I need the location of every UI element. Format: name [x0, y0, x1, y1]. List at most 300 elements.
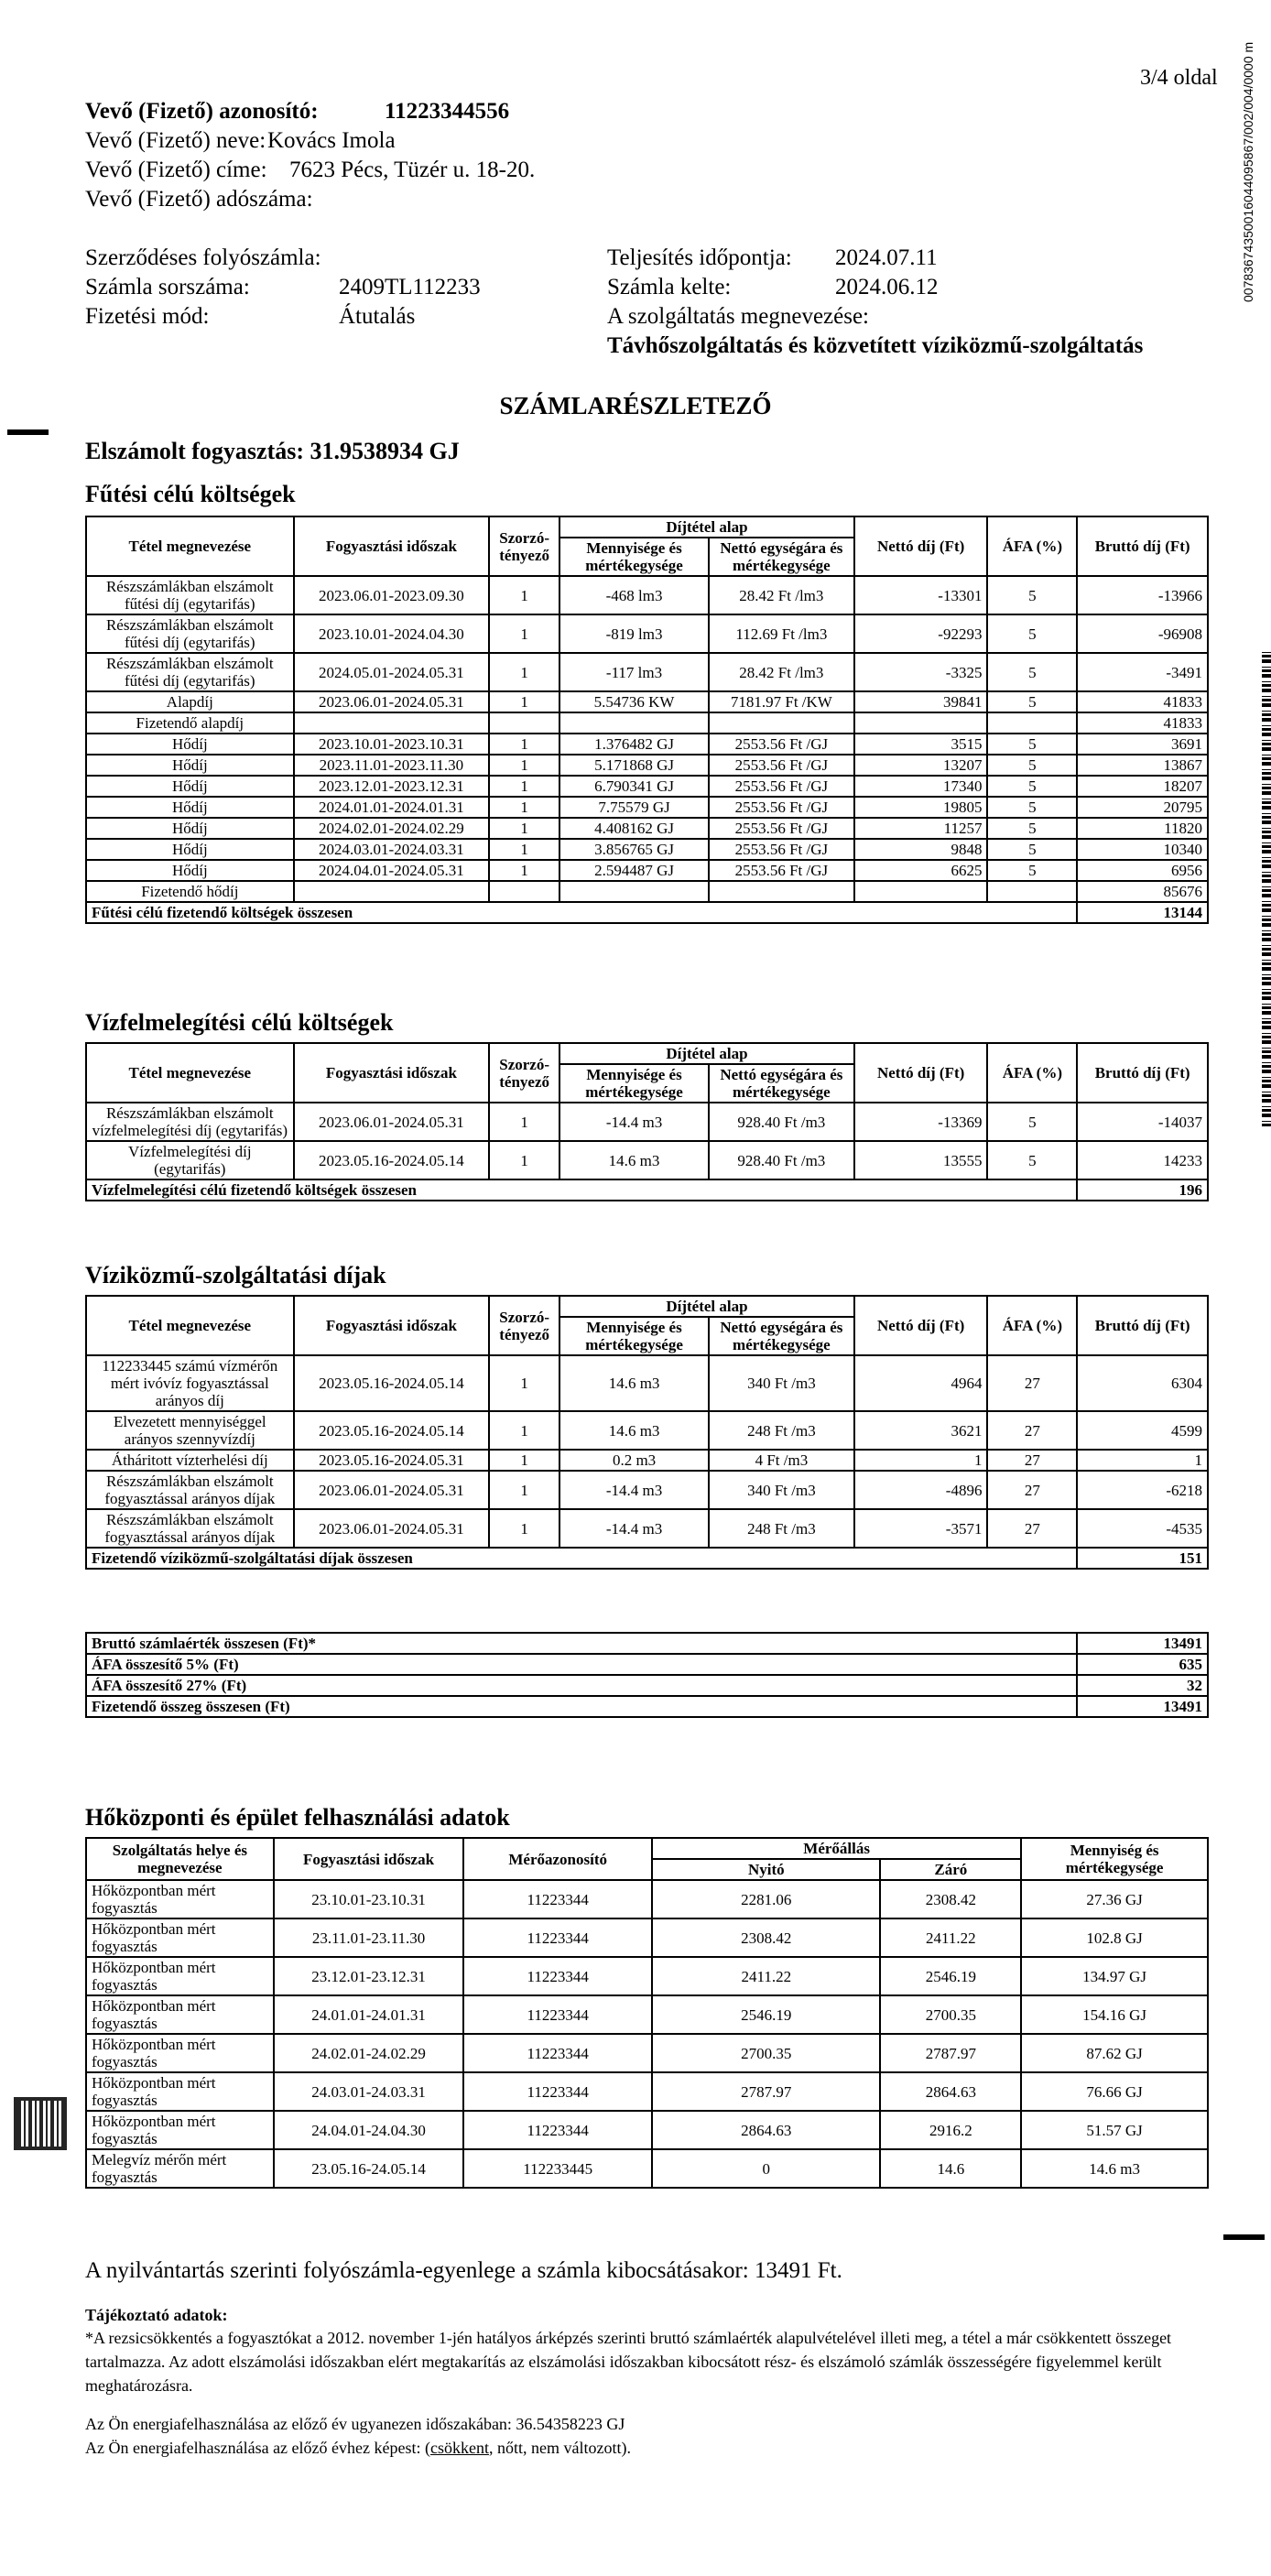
unit-price: 28.42 Ft /lm3 [709, 653, 854, 691]
quantity: 154.16 GJ [1021, 1995, 1208, 2034]
heating-section-title: Fűtési célú költségek [85, 481, 296, 507]
multiplier: 1 [489, 818, 559, 839]
reading-open: 2787.97 [652, 2072, 880, 2111]
quantity: 5.171868 GJ [559, 755, 709, 776]
multiplier: 1 [489, 734, 559, 755]
vat-rate: 27 [987, 1471, 1077, 1509]
unit-price: 2553.56 Ft /GJ [709, 755, 854, 776]
quantity: -14.4 m3 [559, 1509, 709, 1548]
col-base: Díjtétel alap [559, 1043, 854, 1064]
quantity: 87.62 GJ [1021, 2034, 1208, 2072]
col-qty: Mennyisége és mértékegysége [559, 1317, 709, 1355]
item-name: Alapdíj [86, 691, 294, 712]
unit-price: 2553.56 Ft /GJ [709, 734, 854, 755]
meter-id: 11223344 [463, 1918, 652, 1957]
payment-method: Átutalás [339, 304, 416, 329]
vat-rate: 5 [987, 776, 1077, 797]
multiplier: 1 [489, 797, 559, 818]
meter-id: 11223344 [463, 2034, 652, 2072]
multiplier: 1 [489, 691, 559, 712]
net-amount: 39841 [854, 691, 988, 712]
account-balance: A nyilvántartás szerinti folyószámla-egyenlege a számla kibocsátásakor: 13491 Ft. [85, 2258, 842, 2283]
period [294, 881, 490, 902]
period: 2023.10.01-2024.04.30 [294, 614, 490, 653]
table-row [86, 1471, 1208, 1509]
net-amount: 13555 [854, 1141, 988, 1179]
meter-id: 11223344 [463, 2111, 652, 2149]
service-label: A szolgáltatás megnevezése: [607, 304, 869, 329]
buyer-name-label: Vevő (Fizető) neve: [85, 128, 266, 153]
net-amount: 17340 [854, 776, 988, 797]
period: 2023.06.01-2023.09.30 [294, 576, 490, 614]
vat-rate [987, 712, 1077, 734]
col-qty: Mennyiség és mértékegysége [1021, 1838, 1208, 1880]
total-value: 151 [1077, 1548, 1208, 1569]
table-row [86, 2072, 1208, 2111]
item-name: Hődíj [86, 797, 294, 818]
unit-price: 248 Ft /m3 [709, 1509, 854, 1548]
vat-rate [987, 881, 1077, 902]
water-heating-section-title: Vízfelmelegítési célú költségek [85, 1009, 394, 1036]
multiplier: 1 [489, 776, 559, 797]
quantity: 102.8 GJ [1021, 1918, 1208, 1957]
page-number: 3/4 oldal [1140, 66, 1218, 90]
net-amount: -4896 [854, 1471, 988, 1509]
reading-open: 0 [652, 2149, 880, 2188]
table-row [86, 1411, 1208, 1450]
meter-id: 112233445 [463, 2149, 652, 2188]
period: 2023.12.01-2023.12.31 [294, 776, 490, 797]
total-value: 196 [1077, 1179, 1208, 1201]
reading-open: 2700.35 [652, 2034, 880, 2072]
item-name: Fizetendő alapdíj [86, 712, 294, 734]
quantity: 14.6 m3 [559, 1411, 709, 1450]
summary-value: 32 [1077, 1675, 1208, 1696]
net-amount: 3621 [854, 1411, 988, 1450]
gross-amount: 6304 [1077, 1355, 1208, 1411]
service-place: Hőközpontban mért fogyasztás [86, 1957, 274, 1995]
total-label: Vízfelmelegítési célú fizetendő költségek összesen [86, 1179, 1077, 1201]
item-name: Hődíj [86, 734, 294, 755]
service-place: Hőközpontban mért fogyasztás [86, 2111, 274, 2149]
buyer-tax-label: Vevő (Fizető) adószáma: [85, 187, 313, 212]
net-amount: -3571 [854, 1509, 988, 1548]
col-reading: Mérőállás [652, 1838, 1021, 1859]
multiplier [489, 712, 559, 734]
gross-amount: -6218 [1077, 1471, 1208, 1509]
summary-value: 13491 [1077, 1633, 1208, 1654]
table-row [86, 2111, 1208, 2149]
multiplier: 1 [489, 1509, 559, 1548]
summary-value: 13491 [1077, 1696, 1208, 1717]
reading-open: 2546.19 [652, 1995, 880, 2034]
period: 2023.06.01-2024.05.31 [294, 1471, 490, 1509]
net-amount: -13301 [854, 576, 988, 614]
service-name: Távhőszolgáltatás és közvetített víziközmű-szolgáltatás [607, 333, 1144, 358]
energy-previous-year: Az Ön energiafelhasználása az előző év ugyanezen időszakában: 36.54358223 GJ [85, 2415, 625, 2433]
table-row [86, 712, 1208, 734]
meter-id: 11223344 [463, 2072, 652, 2111]
vat-rate: 5 [987, 1103, 1077, 1141]
col-qty: Mennyisége és mértékegysége [559, 1064, 709, 1103]
service-place: Melegvíz mérőn mért fogyasztás [86, 2149, 274, 2188]
table-row [86, 691, 1208, 712]
multiplier: 1 [489, 1103, 559, 1141]
col-close: Záró [880, 1859, 1021, 1880]
table-row [86, 1355, 1208, 1411]
gross-amount: 3691 [1077, 734, 1208, 755]
registration-mark [7, 429, 49, 435]
quantity: 134.97 GJ [1021, 1957, 1208, 1995]
period: 2024.01.01-2024.01.31 [294, 797, 490, 818]
col-unit-price: Nettó egységára és mértékegysége [709, 1317, 854, 1355]
unit-price: 2553.56 Ft /GJ [709, 797, 854, 818]
col-item: Tétel megnevezése [86, 516, 294, 576]
period: 23.11.01-23.11.30 [274, 1918, 464, 1957]
col-item: Tétel megnevezése [86, 1296, 294, 1355]
col-net: Nettó díj (Ft) [854, 1296, 988, 1355]
total-label: Fűtési célú fizetendő költségek összesen [86, 902, 1077, 923]
energy-comparison-prefix: Az Ön energiafelhasználása az előző évhez képest: ( [85, 2439, 430, 2457]
vat-rate: 5 [987, 839, 1077, 860]
reading-close: 2700.35 [880, 1995, 1021, 2034]
item-name: Hődíj [86, 860, 294, 881]
usage-section-title: Hőközponti és épület felhasználási adatok [85, 1804, 510, 1831]
reading-close: 14.6 [880, 2149, 1021, 2188]
multiplier: 1 [489, 755, 559, 776]
quantity: 5.54736 KW [559, 691, 709, 712]
table-row [86, 1450, 1208, 1471]
unit-price: 4 Ft /m3 [709, 1450, 854, 1471]
multiplier: 1 [489, 1355, 559, 1411]
gross-amount: -4535 [1077, 1509, 1208, 1548]
period: 2024.02.01-2024.02.29 [294, 818, 490, 839]
col-net: Nettó díj (Ft) [854, 1043, 988, 1103]
table-row [86, 776, 1208, 797]
table-row [86, 860, 1208, 881]
quantity: 0.2 m3 [559, 1450, 709, 1471]
vat-rate: 27 [987, 1411, 1077, 1450]
table-row [86, 1995, 1208, 2034]
gross-amount: 4599 [1077, 1411, 1208, 1450]
registration-mark [1223, 2234, 1265, 2240]
notes-title: Tájékoztató adatok: [85, 2306, 228, 2324]
period: 2023.05.16-2024.05.14 [294, 1141, 490, 1179]
period: 23.12.01-23.12.31 [274, 1957, 464, 1995]
gross-amount: -13966 [1077, 576, 1208, 614]
energy-comparison-suffix: , nőtt, nem változott). [488, 2439, 631, 2457]
reading-close: 2411.22 [880, 1918, 1021, 1957]
col-open: Nyitó [652, 1859, 880, 1880]
gross-amount: 41833 [1077, 691, 1208, 712]
vat-rate: 5 [987, 1141, 1077, 1179]
gross-amount: -96908 [1077, 614, 1208, 653]
gross-amount: 20795 [1077, 797, 1208, 818]
col-unit-price: Nettó egységára és mértékegysége [709, 1064, 854, 1103]
multiplier: 1 [489, 1471, 559, 1509]
vat-rate: 27 [987, 1509, 1077, 1548]
service-place: Hőközpontban mért fogyasztás [86, 1995, 274, 2034]
item-name: Hődíj [86, 776, 294, 797]
unit-price: 2553.56 Ft /GJ [709, 776, 854, 797]
reading-close: 2916.2 [880, 2111, 1021, 2149]
service-place: Hőközpontban mért fogyasztás [86, 1918, 274, 1957]
side-code: 00783674350016044095867/002/004/0000 m [1241, 41, 1255, 302]
quantity [559, 712, 709, 734]
summary-row [86, 1696, 1208, 1717]
period: 2023.05.16-2024.05.31 [294, 1450, 490, 1471]
quantity: 6.790341 GJ [559, 776, 709, 797]
col-gross: Bruttó díj (Ft) [1077, 1043, 1208, 1103]
unit-price [709, 712, 854, 734]
quantity: 14.6 m3 [559, 1355, 709, 1411]
net-amount: 13207 [854, 755, 988, 776]
vat-rate: 27 [987, 1450, 1077, 1471]
period: 24.02.01-24.02.29 [274, 2034, 464, 2072]
reading-open: 2411.22 [652, 1957, 880, 1995]
table-row [86, 797, 1208, 818]
col-multiplier: Szorzó-tényező [489, 516, 559, 576]
performance-date: 2024.07.11 [835, 245, 938, 270]
energy-comparison-selected: csökkent [429, 2439, 489, 2457]
col-qty: Mennyisége és mértékegysége [559, 538, 709, 576]
buyer-address: 7623 Pécs, Tüzér u. 18-20. [289, 158, 536, 182]
multiplier: 1 [489, 860, 559, 881]
table-row [86, 614, 1208, 653]
notes-text: *A rezsicsökkentés a fogyasztókat a 2012. november 1-jén hatályos árképzés szerinti bruttó számlaérték alapulvételével illeti meg, a tétel a már csökkentett összeget tartalmazza. Az adott elszámolási időszakban elért megtakarítás az elszámolási időszakban kibocsátott rész- és elszámoló számlák összességére figyelemmel került meghatározásra. [85, 2329, 1172, 2395]
multiplier: 1 [489, 653, 559, 691]
total-value: 13144 [1077, 902, 1208, 923]
period: 2024.03.01-2024.03.31 [294, 839, 490, 860]
net-amount: -92293 [854, 614, 988, 653]
quantity: 51.57 GJ [1021, 2111, 1208, 2149]
net-amount [854, 712, 988, 734]
unit-price: 340 Ft /m3 [709, 1355, 854, 1411]
quantity: 3.856765 GJ [559, 839, 709, 860]
unit-price: 112.69 Ft /lm3 [709, 614, 854, 653]
net-amount: 6625 [854, 860, 988, 881]
reading-close: 2546.19 [880, 1957, 1021, 1995]
multiplier: 1 [489, 1411, 559, 1450]
period: 23.10.01-23.10.31 [274, 1880, 464, 1918]
item-name: Hődíj [86, 818, 294, 839]
multiplier: 1 [489, 1450, 559, 1471]
period: 2023.11.01-2023.11.30 [294, 755, 490, 776]
summary-label: Fizetendő összeg összesen (Ft) [86, 1696, 1077, 1717]
item-name: Átháritott vízterhelési díj [86, 1450, 294, 1471]
vat-rate: 5 [987, 818, 1077, 839]
gross-amount: 1 [1077, 1450, 1208, 1471]
item-name: Részszámlákban elszámolt fogyasztással arányos díjak [86, 1509, 294, 1548]
unit-price [709, 881, 854, 902]
period: 2023.05.16-2024.05.14 [294, 1355, 490, 1411]
col-meter: Mérőazonosító [463, 1838, 652, 1880]
col-net: Nettó díj (Ft) [854, 516, 988, 576]
period: 2023.06.01-2024.05.31 [294, 1509, 490, 1548]
issue-date: 2024.06.12 [835, 275, 939, 299]
table-total-row [86, 1179, 1208, 1201]
table-row [86, 734, 1208, 755]
col-vat: ÁFA (%) [987, 1043, 1077, 1103]
vat-rate: 5 [987, 614, 1077, 653]
account-label: Szerződéses folyószámla: [85, 245, 321, 270]
reading-open: 2281.06 [652, 1880, 880, 1918]
period: 2023.10.01-2023.10.31 [294, 734, 490, 755]
table-row [86, 1103, 1208, 1141]
gross-amount: 13867 [1077, 755, 1208, 776]
summary-label: ÁFA összesítő 27% (Ft) [86, 1675, 1077, 1696]
gross-amount: -14037 [1077, 1103, 1208, 1141]
item-name: Részszámlákban elszámolt fűtési díj (egytarifás) [86, 614, 294, 653]
unit-price: 248 Ft /m3 [709, 1411, 854, 1450]
col-period: Fogyasztási időszak [294, 1043, 490, 1103]
table-total-row [86, 1548, 1208, 1569]
buyer-name: Kovács Imola [267, 128, 396, 153]
period: 24.01.01-24.01.31 [274, 1995, 464, 2034]
unit-price: 340 Ft /m3 [709, 1471, 854, 1509]
reading-open: 2864.63 [652, 2111, 880, 2149]
buyer-address-label: Vevő (Fizető) címe: [85, 158, 267, 182]
summary-value: 635 [1077, 1654, 1208, 1675]
net-amount: 3515 [854, 734, 988, 755]
reading-close: 2308.42 [880, 1880, 1021, 1918]
net-amount: 11257 [854, 818, 988, 839]
vat-rate: 5 [987, 653, 1077, 691]
table-row [86, 2034, 1208, 2072]
col-period: Fogyasztási időszak [274, 1838, 464, 1880]
summary-label: ÁFA összesítő 5% (Ft) [86, 1654, 1077, 1675]
reading-open: 2308.42 [652, 1918, 880, 1957]
table-row [86, 1957, 1208, 1995]
col-item: Tétel megnevezése [86, 1043, 294, 1103]
heating-table [85, 516, 1209, 924]
gross-amount: -3491 [1077, 653, 1208, 691]
item-name: Hődíj [86, 839, 294, 860]
quantity: 2.594487 GJ [559, 860, 709, 881]
period: 24.03.01-24.03.31 [274, 2072, 464, 2111]
table-row [86, 1141, 1208, 1179]
gross-amount: 41833 [1077, 712, 1208, 734]
col-gross: Bruttó díj (Ft) [1077, 1296, 1208, 1355]
quantity: -14.4 m3 [559, 1103, 709, 1141]
period: 2024.05.01-2024.05.31 [294, 653, 490, 691]
net-amount: -3325 [854, 653, 988, 691]
net-amount: 19805 [854, 797, 988, 818]
water-heating-table [85, 1042, 1209, 1201]
performance-date-label: Teljesítés időpontja: [607, 245, 792, 270]
unit-price: 2553.56 Ft /GJ [709, 818, 854, 839]
period: 2023.06.01-2024.05.31 [294, 1103, 490, 1141]
table-row [86, 881, 1208, 902]
item-name: Vízfelmelegítési díj (egytarifás) [86, 1141, 294, 1179]
buyer-id: 11223344556 [385, 99, 510, 124]
col-place: Szolgáltatás helye és megnevezése [86, 1838, 274, 1880]
gross-amount: 11820 [1077, 818, 1208, 839]
table-row [86, 1880, 1208, 1918]
quantity: 4.408162 GJ [559, 818, 709, 839]
quantity: -117 lm3 [559, 653, 709, 691]
summary-row [86, 1633, 1208, 1654]
gross-amount: 6956 [1077, 860, 1208, 881]
service-place: Hőközpontban mért fogyasztás [86, 1880, 274, 1918]
col-multiplier: Szorzó-tényező [489, 1043, 559, 1103]
quantity: -14.4 m3 [559, 1471, 709, 1509]
multiplier: 1 [489, 1141, 559, 1179]
vat-rate: 5 [987, 755, 1077, 776]
col-gross: Bruttó díj (Ft) [1077, 516, 1208, 576]
table-row [86, 839, 1208, 860]
summary-table [85, 1632, 1209, 1718]
barcode-icon [1262, 650, 1271, 1126]
unit-price: 7181.97 Ft /KW [709, 691, 854, 712]
multiplier: 1 [489, 839, 559, 860]
document-title: SZÁMLARÉSZLETEZŐ [499, 392, 772, 419]
vat-rate: 5 [987, 734, 1077, 755]
net-amount: 4964 [854, 1355, 988, 1411]
col-multiplier: Szorzó-tényező [489, 1296, 559, 1355]
item-name: Elvezetett mennyiséggel arányos szennyvízdíj [86, 1411, 294, 1450]
col-period: Fogyasztási időszak [294, 1296, 490, 1355]
utility-table [85, 1295, 1209, 1570]
net-amount: 1 [854, 1450, 988, 1471]
table-row [86, 755, 1208, 776]
period [294, 712, 490, 734]
quantity: 1.376482 GJ [559, 734, 709, 755]
item-name: 112233445 számú vízmérőn mért ivóvíz fogyasztással arányos díj [86, 1355, 294, 1411]
usage-table [85, 1837, 1209, 2189]
meter-id: 11223344 [463, 1995, 652, 2034]
col-period: Fogyasztási időszak [294, 516, 490, 576]
col-vat: ÁFA (%) [987, 1296, 1077, 1355]
table-row [86, 576, 1208, 614]
item-name: Részszámlákban elszámolt fűtési díj (egytarifás) [86, 576, 294, 614]
issue-date-label: Számla kelte: [607, 275, 732, 299]
multiplier: 1 [489, 614, 559, 653]
table-row [86, 1509, 1208, 1548]
vat-rate: 5 [987, 860, 1077, 881]
unit-price: 928.40 Ft /m3 [709, 1103, 854, 1141]
invoice-number: 2409TL112233 [339, 275, 481, 299]
total-label: Fizetendő víziközmű-szolgáltatási díjak összesen [86, 1548, 1077, 1569]
period: 23.05.16-24.05.14 [274, 2149, 464, 2188]
summary-label: Bruttó számlaérték összesen (Ft)* [86, 1633, 1077, 1654]
table-row [86, 2149, 1208, 2188]
quantity: -819 lm3 [559, 614, 709, 653]
period: 24.04.01-24.04.30 [274, 2111, 464, 2149]
qr-code-icon [14, 2097, 67, 2150]
net-amount: -13369 [854, 1103, 988, 1141]
table-row [86, 653, 1208, 691]
col-base: Díjtétel alap [559, 516, 854, 538]
reading-close: 2864.63 [880, 2072, 1021, 2111]
net-amount: 9848 [854, 839, 988, 860]
item-name: Részszámlákban elszámolt fűtési díj (egytarifás) [86, 653, 294, 691]
item-name: Részszámlákban elszámolt vízfelmelegítési díj (egytarifás) [86, 1103, 294, 1141]
vat-rate: 5 [987, 576, 1077, 614]
item-name: Részszámlákban elszámolt fogyasztással arányos díjak [86, 1471, 294, 1509]
payment-method-label: Fizetési mód: [85, 304, 210, 329]
meter-id: 11223344 [463, 1880, 652, 1918]
vat-rate: 5 [987, 797, 1077, 818]
net-amount [854, 881, 988, 902]
service-place: Hőközpontban mért fogyasztás [86, 2072, 274, 2111]
gross-amount: 85676 [1077, 881, 1208, 902]
vat-rate: 27 [987, 1355, 1077, 1411]
quantity: 27.36 GJ [1021, 1880, 1208, 1918]
quantity [559, 881, 709, 902]
meter-id: 11223344 [463, 1957, 652, 1995]
quantity: -468 lm3 [559, 576, 709, 614]
